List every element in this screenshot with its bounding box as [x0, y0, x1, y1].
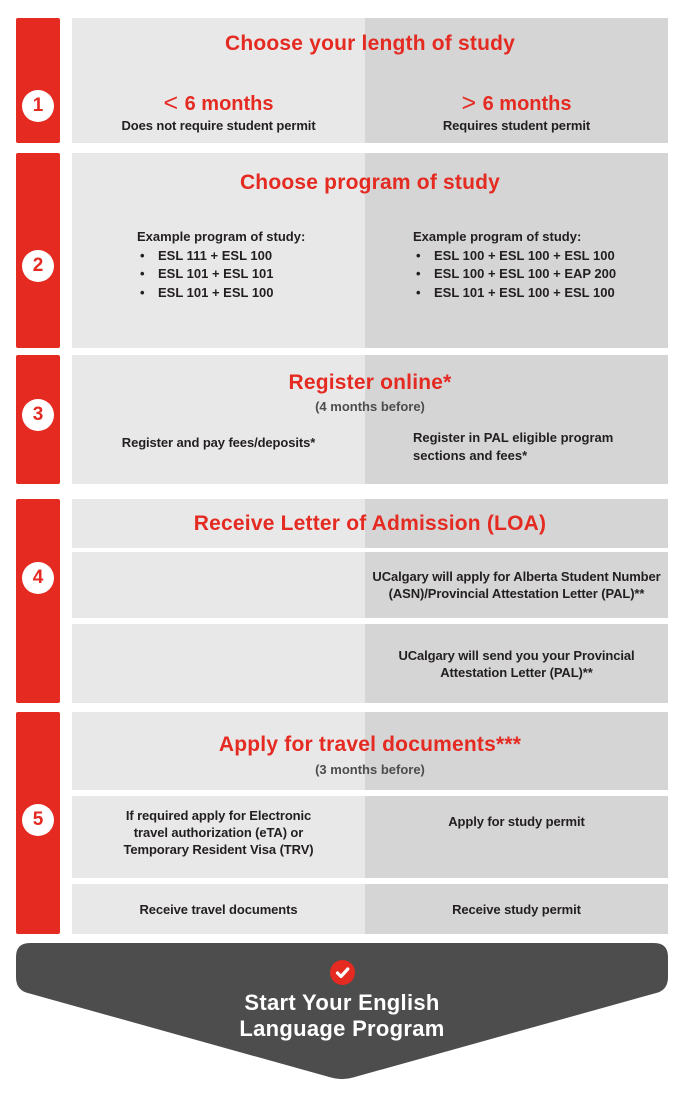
footer-message: [16, 990, 668, 1042]
step-1-left-cell: [72, 90, 365, 134]
program-list-intro: Example program of study:: [137, 229, 306, 244]
step-3-number-badge: [22, 399, 54, 431]
step-4-row-2-right-text: [365, 624, 668, 703]
step-1-right-cell: [365, 90, 668, 134]
step-2-number-badge: [22, 250, 54, 282]
step-3-number: 3: [32, 404, 44, 425]
step-4-row-1-box: [72, 552, 668, 618]
step-4-number-badge: [22, 562, 54, 594]
footer-line-2: Language Program: [239, 1016, 445, 1041]
step-2-box: [72, 153, 668, 348]
step-5-row-1-right-text: Apply for study permit: [448, 814, 585, 829]
step-1-number-badge: [22, 90, 54, 122]
list-item: • ESL 100 + ESL 100 + EAP 200: [413, 265, 616, 284]
step-1-title: Choose your length of study: [224, 32, 516, 55]
step-2-right-programs: [413, 228, 616, 302]
step-5-row-2-left-text: Receive travel documents: [139, 901, 298, 917]
step-3-subtitle: (4 months before): [315, 399, 425, 414]
duration-over-6-months: > 6 months: [461, 89, 572, 117]
step-5-row-2-box: [72, 884, 668, 934]
step-2-left-programs: [137, 228, 305, 302]
duration-right-note: Requires student permit: [442, 118, 591, 133]
step-5-heading-box: [72, 712, 668, 790]
step-4-row-2-box: [72, 624, 668, 703]
list-item: • ESL 101 + ESL 101: [137, 265, 305, 284]
step-5-number-badge: [22, 804, 54, 836]
checkmark-icon: [330, 960, 355, 985]
step-5-row-1-left-text: [72, 807, 365, 858]
greater-than-symbol: >: [461, 89, 478, 117]
step-2-title: Choose program of study: [239, 171, 501, 194]
text-line: UCalgary will apply for Alberta Student Number: [372, 569, 661, 584]
list-item: • ESL 101 + ESL 100: [137, 284, 305, 303]
step-5-number: 5: [32, 809, 44, 830]
step-4-title: Receive Letter of Admission (LOA): [193, 511, 547, 535]
duration-left-note: Does not require student permit: [121, 118, 316, 133]
program-list-intro: Example program of study:: [413, 229, 582, 244]
step-3-right-text: [413, 429, 613, 465]
step-1-bar: [16, 18, 60, 143]
step-4-number: 4: [32, 567, 44, 588]
less-than-symbol: <: [163, 89, 180, 117]
step-4-row-1-right-text: [365, 552, 668, 618]
text-line: Register in PAL eligible program: [413, 430, 614, 445]
text-line: UCalgary will send you your Provincial: [398, 647, 635, 663]
text-line: travel authorization (eTA) or: [133, 825, 304, 840]
text-line: Attestation Letter (PAL)**: [440, 664, 593, 680]
step-3-box: [72, 355, 668, 484]
step-4-heading-box: [72, 499, 668, 548]
list-item: • ESL 111 + ESL 100: [137, 247, 305, 266]
step-1-box: [72, 18, 668, 143]
step-1-number: 1: [32, 95, 44, 116]
step-5-row-1-box: [72, 796, 668, 878]
step-4-bar: [16, 499, 60, 703]
text-line: If required apply for Electronic: [125, 808, 312, 823]
list-item: • ESL 100 + ESL 100 + ESL 100: [413, 247, 616, 266]
list-item: • ESL 101 + ESL 100 + ESL 100: [413, 284, 616, 303]
text-line: sections and fees*: [413, 448, 528, 463]
step-5-title: Apply for travel documents***: [218, 733, 522, 756]
step-5-subtitle: (3 months before): [315, 762, 425, 777]
step-2-number: 2: [32, 255, 44, 276]
step-3-left-text: Register and pay fees/deposits*: [121, 435, 316, 450]
duration-under-6-months: < 6 months: [163, 89, 274, 117]
text-line: Temporary Resident Visa (TRV): [123, 842, 314, 857]
step-3-title: Register online*: [288, 371, 452, 394]
text-line: (ASN)/Provincial Attestation Letter (PAL)**: [388, 586, 645, 601]
footer-line-1: Start Your English: [244, 990, 440, 1015]
step-5-row-2-right-text: Receive study permit: [452, 901, 581, 917]
